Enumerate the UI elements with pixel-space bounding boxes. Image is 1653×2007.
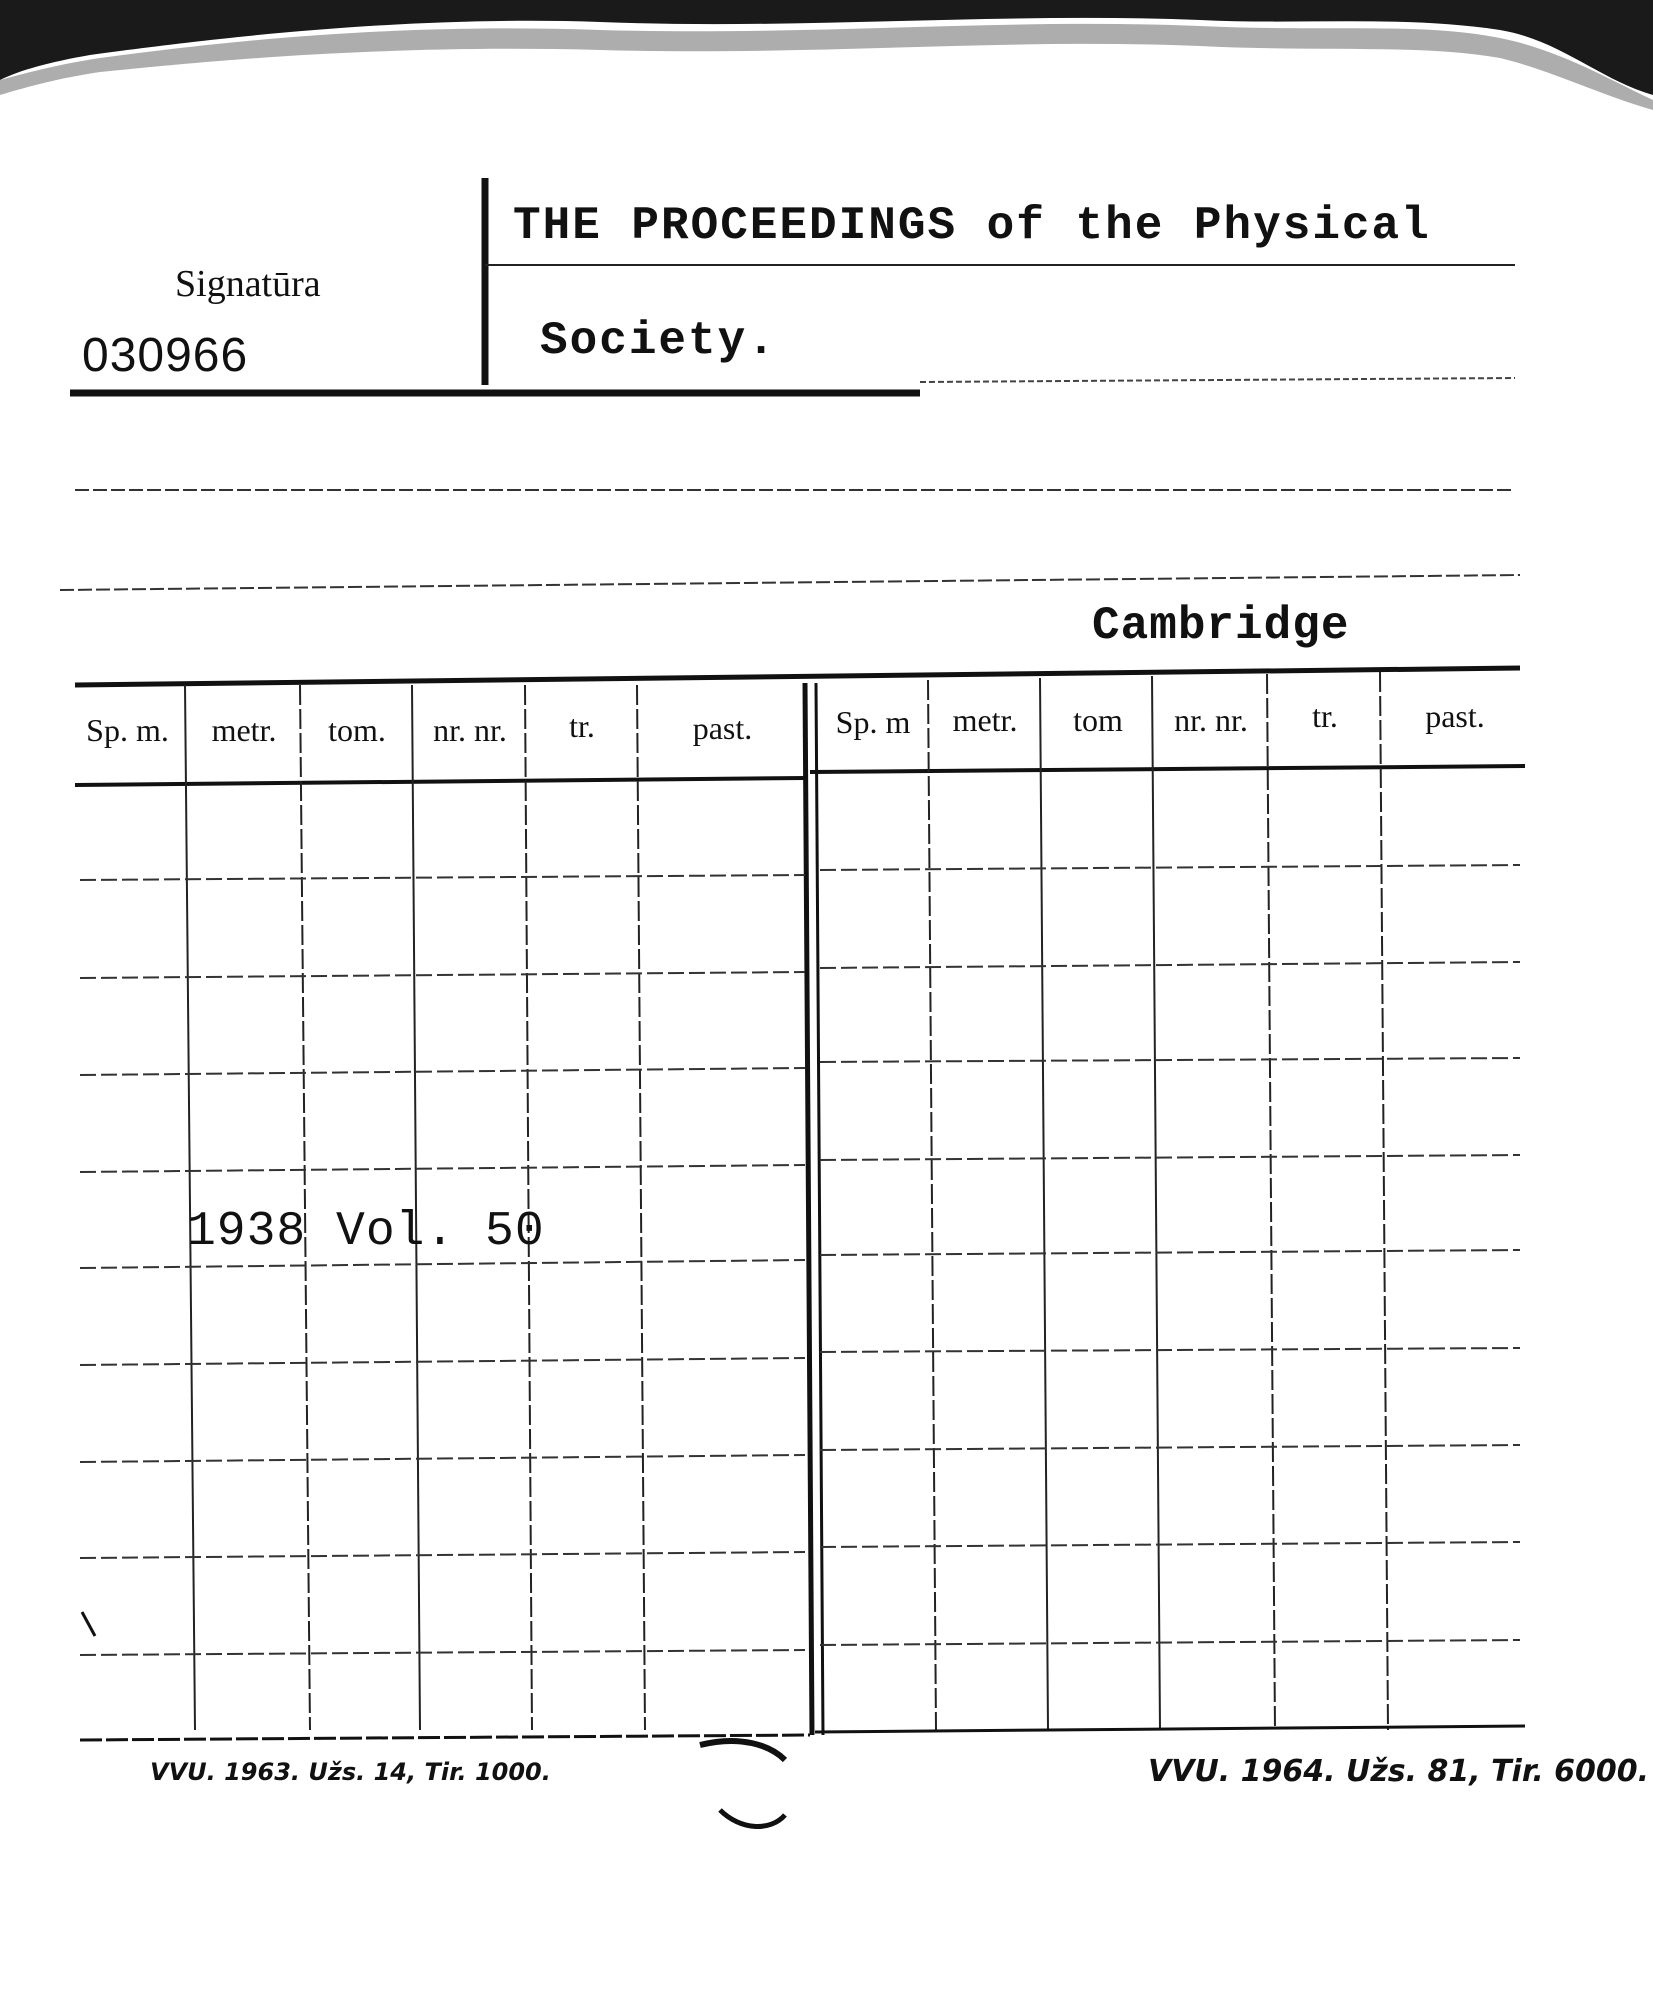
header-sp-m-left: Sp. m.: [86, 712, 169, 748]
header-past-right: past.: [1425, 698, 1485, 734]
title-line-2: Society.: [540, 315, 777, 367]
header-metr-right: metr.: [952, 702, 1018, 738]
header-tr-right: tr.: [1312, 698, 1338, 734]
holding-entry: 1938 Vol. 50: [187, 1205, 545, 1259]
signature-number: 030966: [82, 329, 249, 382]
signature-label: Signatūra: [175, 263, 321, 305]
title-line-1: THE PROCEEDINGS of the Physical: [513, 200, 1431, 252]
header-past-left: past.: [692, 710, 753, 746]
header-nr-nr-left: nr. nr.: [433, 712, 507, 748]
header-tom-right: tom: [1073, 702, 1123, 738]
header-tom-left: tom.: [328, 712, 386, 748]
city-label: Cambridge: [1092, 600, 1350, 652]
header-metr-left: metr.: [211, 712, 277, 748]
header-tr-left: tr.: [569, 708, 595, 744]
header-nr-nr-right: nr. nr.: [1174, 702, 1248, 738]
footer-stamp-left: VVU. 1963. Užs. 14, Tir. 1000.: [150, 1758, 551, 1786]
header-sp-m-right: Sp. m: [835, 704, 911, 740]
footer-stamp-right: VVU. 1964. Užs. 81, Tir. 6000.: [1148, 1754, 1650, 1789]
